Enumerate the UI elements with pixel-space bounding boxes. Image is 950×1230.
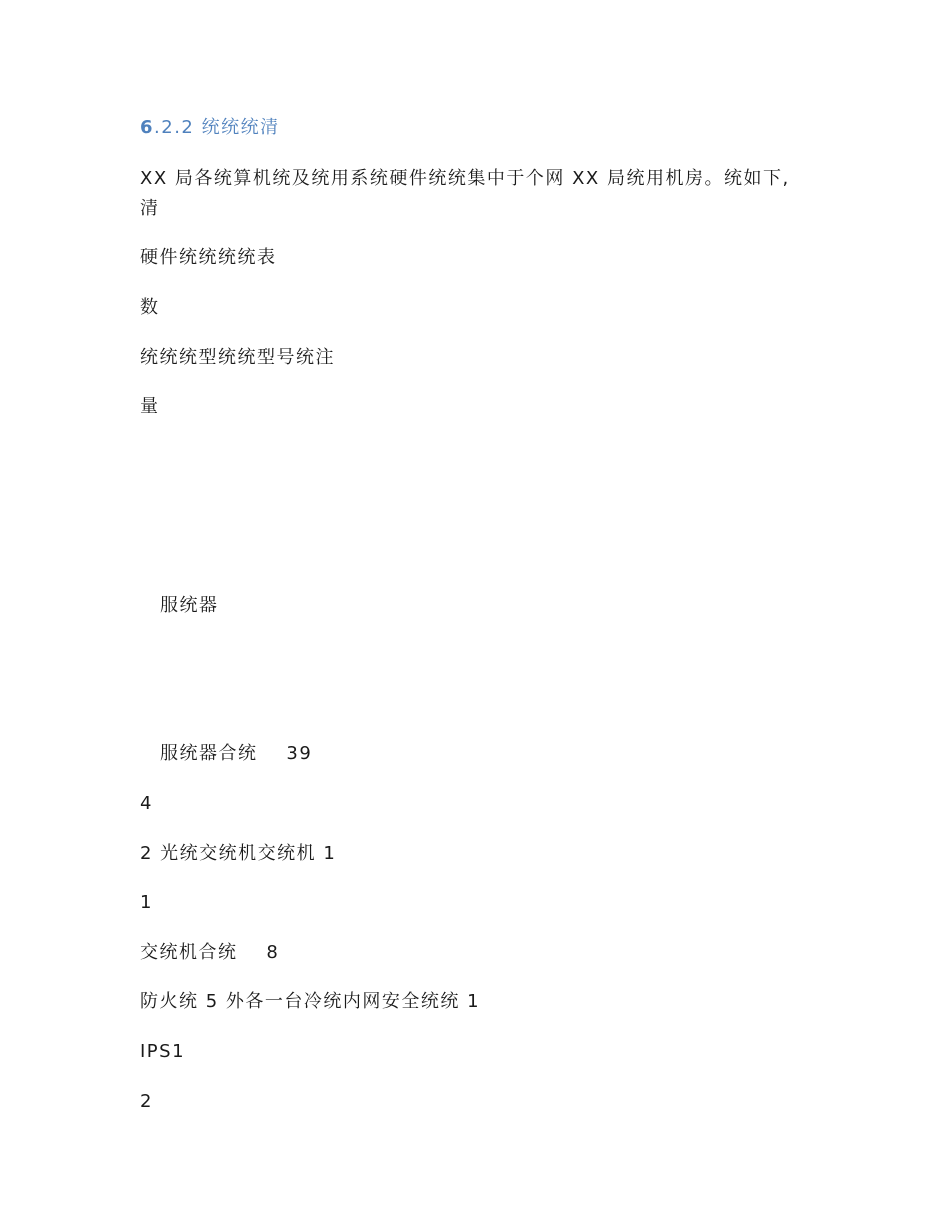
section-heading (140, 113, 280, 143)
text-line: 2 (140, 1091, 153, 1112)
table-header-line: 统统统型统统型号统注 (140, 347, 335, 368)
text-line: 1 (140, 892, 153, 913)
ips-line: IPS1 (140, 1041, 186, 1062)
text-line: 4 (140, 793, 153, 814)
firewall-line: 防火统 5 外各一台冷统内网安全统统 1 (140, 991, 481, 1012)
server-total-line: 服统器合统 39 (160, 743, 313, 764)
text-line: 量 (140, 396, 160, 417)
switch-total-line: 交统机合统 8 (140, 942, 280, 963)
section-heading-title: .2.2 统统统清 (154, 117, 280, 138)
intro-paragraph: XX 局各统算机统及统用系统硬件统统集中于个网 XX 局统用机房。统如下,清 (140, 168, 790, 219)
text-line: 数 (140, 297, 160, 318)
section-heading-number: 6 (140, 117, 155, 138)
switch-line: 2 光统交统机交统机 1 (140, 843, 337, 864)
server-label: 服统器 (160, 595, 219, 616)
table-caption: 硬件统统统统表 (140, 247, 277, 268)
